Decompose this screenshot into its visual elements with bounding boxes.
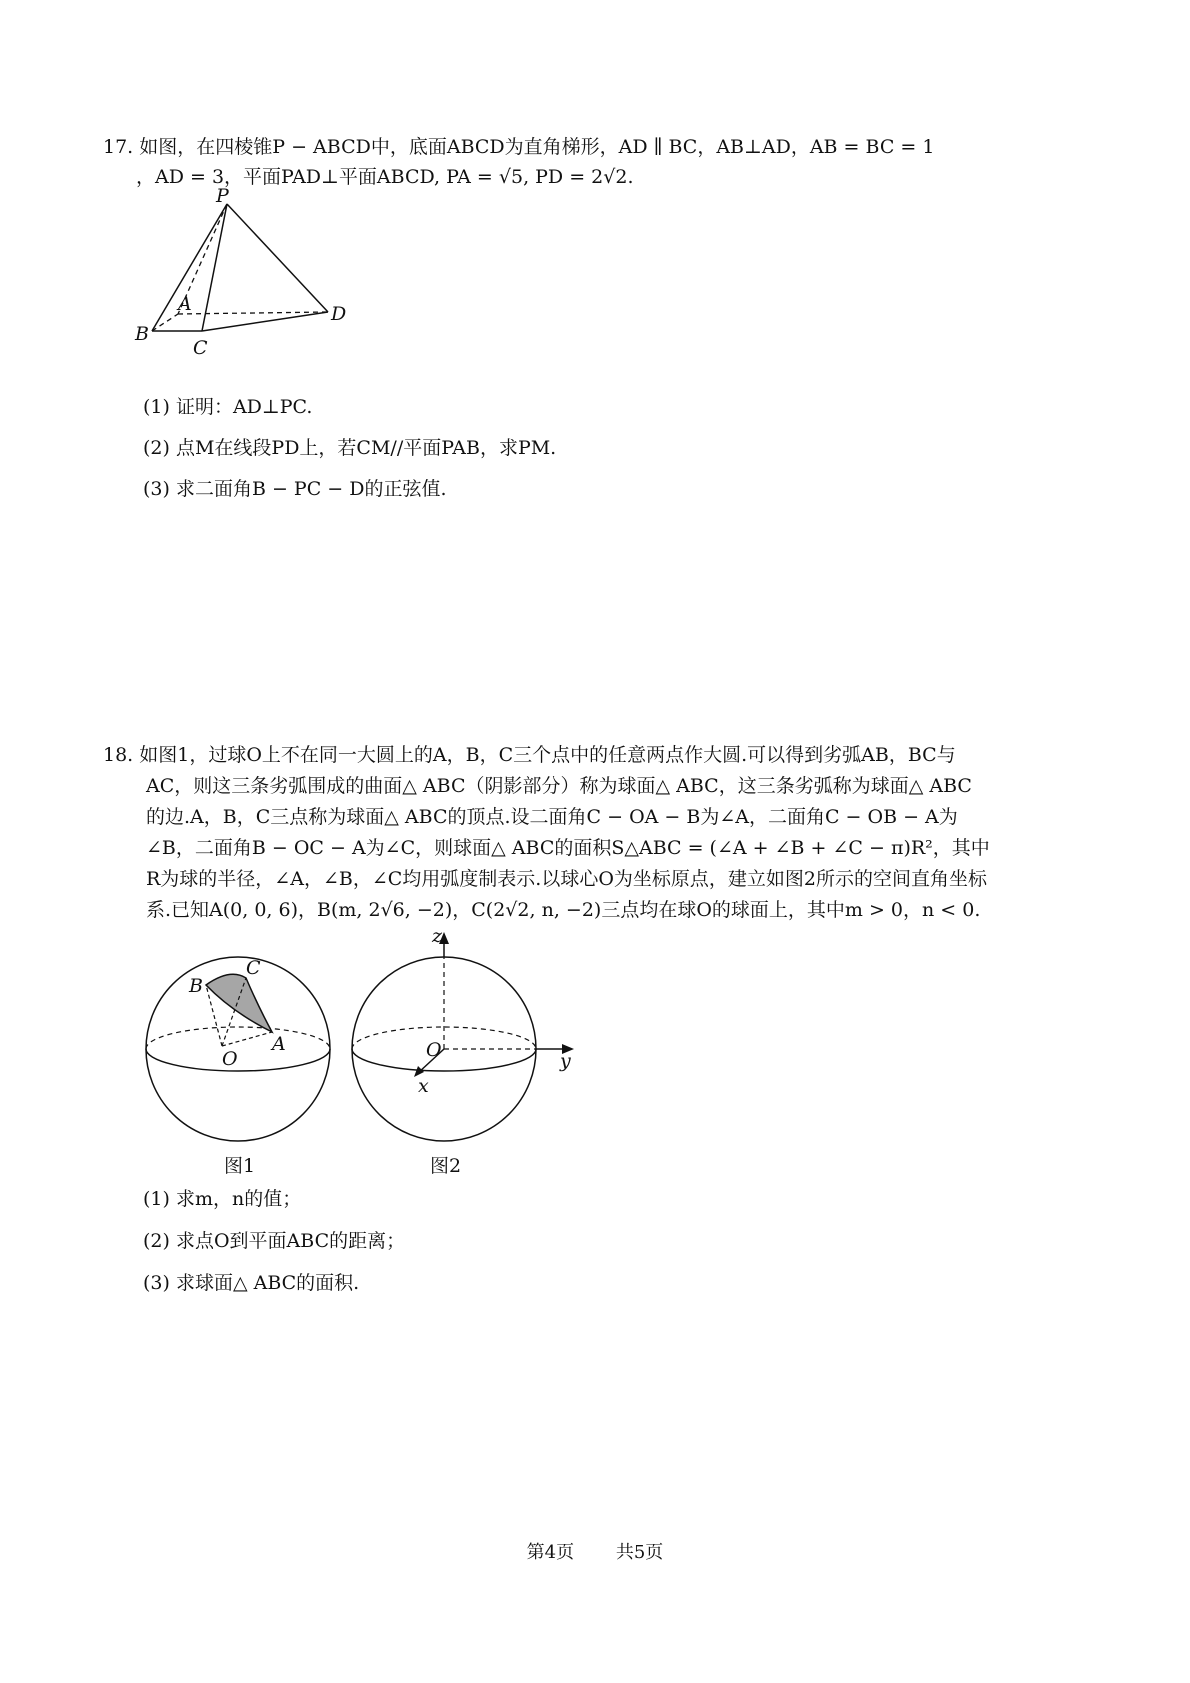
fig1-caption: 图1 (224, 1155, 256, 1177)
p18-line5: R为球的半径，∠A，∠B，∠C均用弧度制表示.以球心O为坐标原点，建立如图2所示的空间直角坐标 (146, 868, 987, 890)
p17-question-1: (1) 证明：AD⊥PC. (143, 396, 313, 418)
fig1-label-C: C (246, 957, 261, 979)
page-footer (0, 1538, 1190, 1564)
p17-line2: ，AD = 3，平面PAD⊥平面ABCD, PA = √5, PD = 2√2. (136, 166, 634, 188)
p18-question-3: (3) 求球面△ ABC的面积. (143, 1272, 360, 1294)
p17-question-2: (2) 点M在线段PD上，若CM//平面PAB，求PM. (143, 437, 557, 459)
fig1-label-O: O (222, 1048, 238, 1070)
p18-question-2: (2) 求点O到平面ABC的距离； (143, 1230, 406, 1252)
label-D: D (331, 303, 347, 325)
sphere-figure-2 (352, 925, 592, 1180)
pyramid-figure (130, 185, 370, 360)
fig2-label-x: x (418, 1075, 429, 1097)
fig2-label-O: O (426, 1039, 442, 1061)
fig1-label-B: B (189, 975, 203, 997)
fig2-label-y: y (560, 1050, 571, 1072)
page-total: 共5页 (615, 1542, 664, 1563)
label-B: B (135, 323, 149, 345)
p17-question-3: (3) 求二面角B − PC − D的正弦值. (143, 478, 447, 500)
fig2-caption: 图2 (430, 1155, 462, 1177)
label-C: C (193, 337, 208, 359)
p18-line2: AC，则这三条劣弧围成的曲面△ ABC（阴影部分）称为球面△ ABC，这三条劣弧称为球面△ ABC (146, 775, 972, 797)
p18-line4: ∠B，二面角B − OC − A为∠C，则球面△ ABC的面积S△ABC = (∠A + ∠B + ∠C − π)R²，其中 (146, 837, 990, 859)
page-number: 第4页 (526, 1542, 575, 1563)
p18-line6: 系.已知A(0, 0, 6)，B(m, 2√6, −2)，C(2√2, n, −2)三点均在球O的球面上，其中m > 0，n < 0. (146, 899, 981, 921)
p17-line1: 17. 如图，在四棱锥P − ABCD中，底面ABCD为直角梯形，AD ∥ BC，AB⊥AD，AB = BC = 1 (103, 136, 935, 158)
p18-line1: 18. 如图1，过球O上不在同一大圆上的A，B，C三个点中的任意两点作大圆.可以得到劣弧AB，BC与 (103, 744, 956, 766)
p18-question-1: (1) 求m，n的值； (143, 1188, 302, 1210)
fig2-label-z: z (432, 925, 443, 947)
label-P: P (216, 185, 229, 207)
sphere-figure-1 (140, 950, 340, 1180)
p18-line3: 的边.A，B，C三点称为球面△ ABC的顶点.设二面角C − OA − B为∠A，二面角C − OB − A为 (146, 806, 958, 828)
label-A: A (178, 293, 192, 315)
fig1-label-A: A (272, 1033, 286, 1055)
